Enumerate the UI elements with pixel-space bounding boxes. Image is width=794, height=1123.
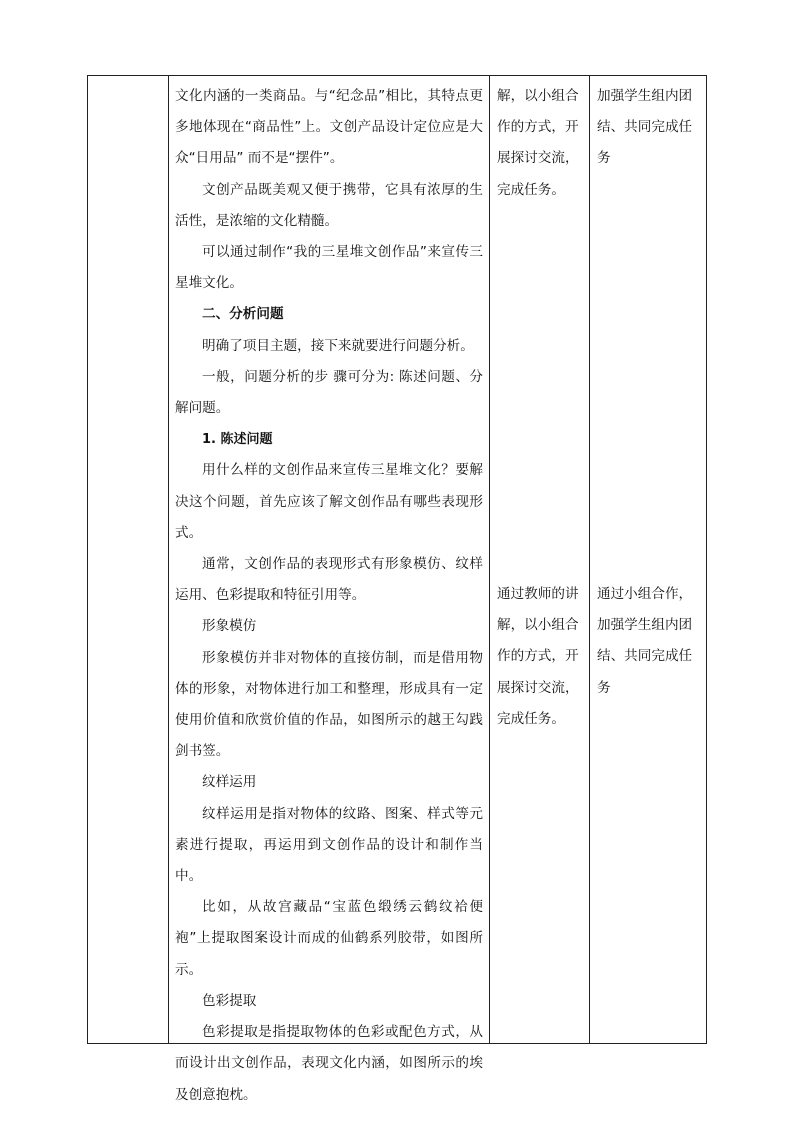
cell-text-line: 作的方式，开 xyxy=(497,648,579,665)
content-paragraph: 形象模仿并非对物体的直接仿制，而是借用物体的形象，对物体进行加工和整理，形成具有一定使用价值和欣赏价值的作品，如图所示的越王勾践剑书签。 xyxy=(175,649,483,760)
cell-text-line: 务 xyxy=(597,150,611,167)
content-paragraph: 纹样运用 xyxy=(202,774,257,791)
content-paragraph: 比如，从故宫藏品“宝蓝色缎绣云鹤纹袷便袍”上提取图案设计而成的仙鹤系列胶带，如图所示。 xyxy=(175,899,483,978)
content-paragraph: 文创产品既美观又便于携带，它具有浓厚的生活性，是浓缩的文化精髓。 xyxy=(175,181,483,229)
content-paragraph: 明确了项目主题，接下来就要进行问题分析。 xyxy=(202,337,474,354)
content-paragraph: 用什么样的文创作品来宣传三星堆文化？要解决这个问题，首先应该了解文创作品有哪些表现形式。 xyxy=(175,462,483,541)
section-heading: 二、分析问题 xyxy=(202,306,284,323)
design-intent-block-2 xyxy=(597,579,706,704)
content-paragraph: 色彩提取是指提取物体的色彩或配色方式，从而设计出文创作品，表现文化内涵，如图所示的埃及创意抱枕。 xyxy=(175,1024,483,1103)
student-activity-block-1 xyxy=(497,81,589,206)
cell-text-line: 解，以小组合 xyxy=(497,88,579,104)
cell-text-line: 结、共同完成任 xyxy=(597,119,693,136)
content-paragraph: 可以通过制作“我的三星堆文创作品”来宣传三星堆文化。 xyxy=(175,244,483,292)
design-intent-cell xyxy=(590,76,706,1043)
cell-text-line: 结、共同完成任 xyxy=(597,648,693,665)
content-paragraph: 文化内涵的一类商品。与“纪念品”相比，其特点更多地体现在“商品性”上。文创产品设计定位应是大众“日用品” 而不是“摆件”。 xyxy=(175,88,483,167)
cell-text-line: 解，以小组合 xyxy=(497,617,579,634)
student-activity-cell xyxy=(490,76,589,1043)
content-paragraph: 一般，问题分析的步 骤可分为: 陈述问题、分解问题。 xyxy=(175,368,483,417)
stage-column-cell xyxy=(88,76,168,1043)
cell-text-line: 展探讨交流， xyxy=(497,150,579,167)
cell-text-line: 展探讨交流， xyxy=(497,679,579,696)
cell-text-line: 务 xyxy=(597,679,611,696)
cell-text-line: 通过教师的讲 xyxy=(497,586,579,602)
content-paragraph: 形象模仿 xyxy=(202,618,257,635)
design-intent-block-1 xyxy=(597,81,706,175)
cell-text-line: 作的方式，开 xyxy=(497,119,579,136)
cell-text-line: 加强学生组内团 xyxy=(597,88,693,104)
cell-text-line: 完成任务。 xyxy=(497,710,565,727)
lesson-table xyxy=(87,75,707,1103)
content-paragraph: 通常，文创作品的表现形式有形象模仿、纹样运用、色彩提取和特征引用等。 xyxy=(175,556,483,604)
cell-text-line: 完成任务。 xyxy=(497,181,565,198)
cell-text-line: 加强学生组内团 xyxy=(597,617,693,634)
content-paragraph: 纹样运用是指对物体的纹路、图案、样式等元素进行提取，再运用到文创作品的设计和制作当中。 xyxy=(175,805,483,885)
content-paragraph: 色彩提取 xyxy=(202,992,257,1009)
student-activity-block-2 xyxy=(497,579,589,735)
section-heading: 1. 陈述问题 xyxy=(202,432,273,448)
cell-text-line: 通过小组合作， xyxy=(597,586,693,602)
teaching-content-cell xyxy=(169,76,489,1103)
